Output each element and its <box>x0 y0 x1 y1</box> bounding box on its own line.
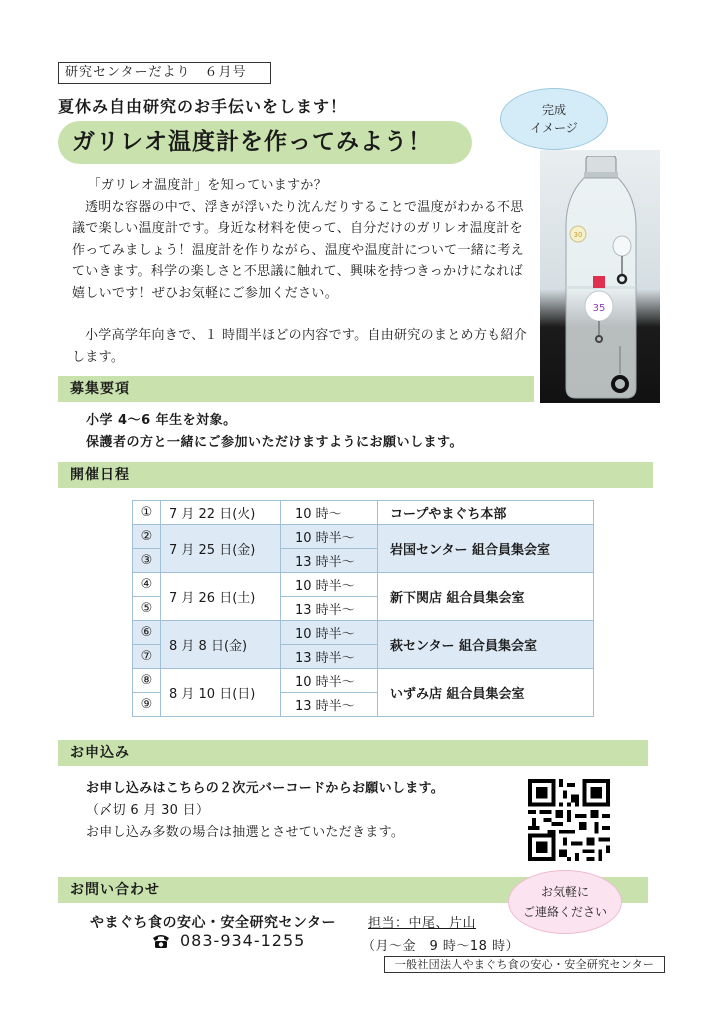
intro-text <box>72 175 534 368</box>
page-subtitle: 夏休み自由研究のお手伝いをします！ <box>58 97 348 116</box>
session-number: ① <box>133 501 161 525</box>
session-time: 10 時半～ <box>281 669 378 693</box>
contact-heading: お問い合わせ <box>58 877 648 903</box>
schedule-heading: 開催日程 <box>58 462 653 488</box>
session-number: ⑥ <box>133 621 161 645</box>
table-row <box>133 621 594 645</box>
table-row <box>133 501 594 525</box>
session-number: ⑧ <box>133 669 161 693</box>
session-date: 7 月 26 日(土) <box>161 573 281 621</box>
phone-row <box>152 931 305 950</box>
qr-code[interactable] <box>528 779 610 861</box>
bottle-illustration <box>562 156 640 400</box>
image-caption-bubble <box>500 88 608 150</box>
schedule-table <box>132 500 594 717</box>
session-place: 萩センター 組合員集会室 <box>378 621 594 669</box>
thermometer-photo <box>540 150 660 403</box>
session-number: ③ <box>133 549 161 573</box>
session-number: ② <box>133 525 161 549</box>
session-time: 13 時半～ <box>281 693 378 717</box>
session-number: ⑤ <box>133 597 161 621</box>
apply-line-3: お申し込み多数の場合は抽選とさせていただきます。 <box>86 825 405 840</box>
table-row <box>133 525 594 549</box>
phone-icon <box>152 933 170 949</box>
intro-lead: 「ガリレオ温度計」を知っていますか？ <box>87 178 327 193</box>
session-date: 8 月 10 日(日) <box>161 669 281 717</box>
footer-org-tag: 一般社団法人やまぐち食の安心・安全研究センター <box>384 956 665 973</box>
float-tag-35: 35 <box>592 303 606 314</box>
contact-bubble-line-2: ご連絡ください <box>522 905 607 919</box>
office-hours: （月～金 9 時～18 時） <box>362 939 520 954</box>
bubble-line-1: 完成 <box>541 103 566 117</box>
session-time: 13 時半～ <box>281 597 378 621</box>
apply-details <box>86 778 444 844</box>
session-time: 10 時半～ <box>281 573 378 597</box>
session-date: 7 月 22 日(火) <box>161 501 281 525</box>
session-number: ⑨ <box>133 693 161 717</box>
session-time: 10 時半～ <box>281 525 378 549</box>
apply-line-1: お申し込みはこちらの２次元バーコードからお願いします。 <box>86 781 445 796</box>
session-time: 13 時半～ <box>281 645 378 669</box>
bubble-line-2: イメージ <box>530 121 578 135</box>
recruit-line-1: 小学 4～6 年生を対象。 <box>86 413 237 428</box>
session-number: ④ <box>133 573 161 597</box>
phone-number[interactable]: 083-934-1255 <box>180 931 306 950</box>
session-time: 13 時半～ <box>281 549 378 573</box>
intro-paragraph-2: 小学高学年向きで、１ 時間半ほどの内容です。自由研究のまとめ方も紹介します。 <box>72 328 528 365</box>
float-tag-30: 30 <box>573 231 583 239</box>
contact-bubble-line-1: お気軽に <box>540 885 589 899</box>
issue-tag: 研究センターだより ６月号 <box>58 62 271 84</box>
recruit-details <box>86 410 463 454</box>
recruit-line-2: 保護者の方と一緒にご参加いただけますようにお願いします。 <box>86 435 463 450</box>
session-number: ⑦ <box>133 645 161 669</box>
recruit-heading: 募集要項 <box>58 376 534 402</box>
page-title: ガリレオ温度計を作ってみよう！ <box>58 121 472 164</box>
apply-deadline: （〆切 6 月 30 日） <box>86 803 210 818</box>
contact-bubble <box>508 870 622 934</box>
intro-paragraph-1: 透明な容器の中で、浮きが浮いたり沈んだりすることで温度がわかる不思議で楽しい温度計です。身近な材料を使って、自分だけのガリレオ温度計を作ってみましょう！温度計を作りながら、温度や温度計について一緒に考えていきます。科学の楽しさと不思議に触れて、興味を持つきっかけになれば嬉しいです！ぜひお気軽にご参加ください。 <box>72 199 524 301</box>
apply-heading: お申込み <box>58 740 648 766</box>
session-date: 7 月 25 日(金) <box>161 525 281 573</box>
session-place: いずみ店 組合員集会室 <box>378 669 594 717</box>
staff-names: 担当：中尾、片山 <box>368 916 477 931</box>
session-time: 10 時～ <box>281 501 378 525</box>
session-place: コープやまぐち本部 <box>378 501 594 525</box>
session-place: 岩国センター 組合員集会室 <box>378 525 594 573</box>
table-row <box>133 669 594 693</box>
session-time: 10 時半～ <box>281 621 378 645</box>
session-place: 新下関店 組合員集会室 <box>378 573 594 621</box>
org-name: やまぐち食の安心・安全研究センター <box>90 915 336 931</box>
session-date: 8 月 8 日(金) <box>161 621 281 669</box>
table-row <box>133 573 594 597</box>
